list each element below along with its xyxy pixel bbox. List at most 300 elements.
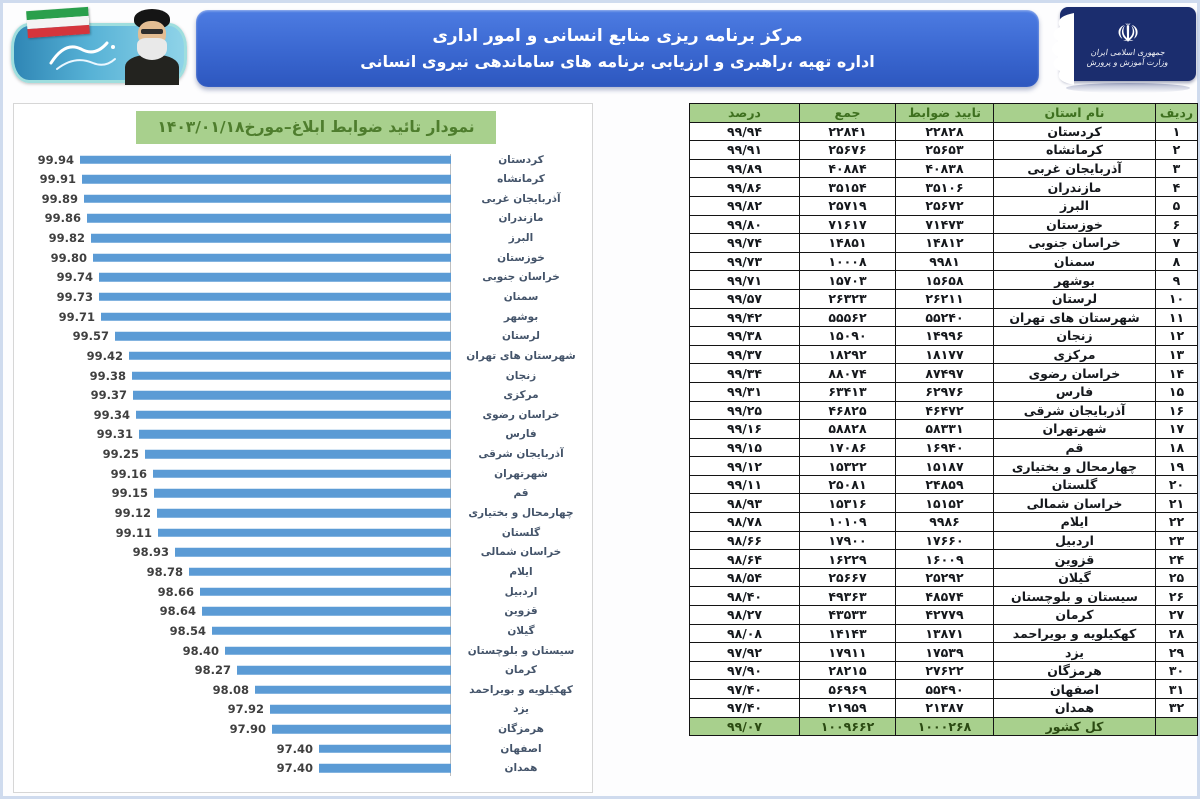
bar-category-label: گلستان — [501, 526, 541, 539]
chart-row — [22, 209, 584, 228]
bar — [133, 391, 451, 400]
cell-percent: ۹۷/۴۰ — [690, 680, 800, 699]
bar-value-label: 99.89 — [41, 191, 78, 206]
cell-province-name: سیستان و بلوچستان — [994, 587, 1156, 606]
cell-row-number: ۲۰ — [1156, 475, 1198, 494]
cell-row-number: ۶ — [1156, 215, 1198, 234]
cell-approved: ۹۹۸۶ — [896, 513, 994, 532]
cell-total: ۱۸۲۹۲ — [800, 345, 896, 364]
table-row — [690, 159, 1198, 178]
cell-row-number — [1156, 717, 1198, 736]
cell-row-number: ۲۲ — [1156, 513, 1198, 532]
col-header-row-number: ردیف — [1156, 104, 1198, 123]
cell-province-name: کردستان — [994, 122, 1156, 141]
cell-province-name: مرکزی — [994, 345, 1156, 364]
bar-value-label: 98.93 — [132, 545, 169, 560]
bar — [139, 430, 451, 439]
bar — [99, 273, 451, 282]
cell-percent: ۹۸/۲۷ — [690, 606, 800, 625]
cell-total: ۲۱۹۵۹ — [800, 699, 896, 718]
cell-province-name: قم — [994, 438, 1156, 457]
table-row — [690, 364, 1198, 383]
cell-percent: ۹۸/۰۸ — [690, 624, 800, 643]
bar — [154, 489, 451, 498]
bar-category-label: چهارمحال و بختیاری — [468, 507, 574, 520]
bar-category-label: سیستان و بلوچستان — [467, 644, 575, 657]
cell-percent: ۹۹/۱۵ — [690, 438, 800, 457]
bar-category-label: آذربایجان شرقی — [478, 448, 564, 461]
cell-percent: ۹۹/۲۵ — [690, 401, 800, 420]
cell-approved: ۴۲۷۷۹ — [896, 606, 994, 625]
cell-approved: ۱۸۱۷۷ — [896, 345, 994, 364]
cell-province-name: شهرتهران — [994, 420, 1156, 439]
bar-category-label: گیلان — [507, 624, 535, 637]
cell-province-name: چهارمحال و بختیاری — [994, 457, 1156, 476]
cell-percent: ۹۸/۵۴ — [690, 568, 800, 587]
bar-value-label: 98.64 — [159, 604, 196, 619]
cell-province-name: همدان — [994, 699, 1156, 718]
cell-approved: ۱۵۱۵۲ — [896, 494, 994, 513]
table-row — [690, 624, 1198, 643]
bar — [319, 744, 451, 753]
table-row — [690, 345, 1198, 364]
chart-row — [22, 189, 584, 208]
cell-province-name: کرمان — [994, 606, 1156, 625]
bar — [153, 470, 451, 479]
bar-category-label: سمنان — [503, 290, 539, 303]
table-row — [690, 178, 1198, 197]
col-header-total: جمع — [800, 104, 896, 123]
cell-province-name: لرستان — [994, 289, 1156, 308]
chart-row — [22, 661, 584, 680]
cell-province-name: کل کشور — [994, 717, 1156, 736]
cell-total: ۱۴۱۴۳ — [800, 624, 896, 643]
cell-province-name: فارس — [994, 382, 1156, 401]
table-body — [690, 122, 1198, 736]
bar — [225, 646, 451, 655]
bar — [157, 509, 451, 518]
table-row — [690, 141, 1198, 160]
chart-plot — [22, 150, 584, 778]
bar-value-label: 99.37 — [90, 388, 127, 403]
cell-approved: ۴۸۵۷۴ — [896, 587, 994, 606]
bar-value-label: 99.15 — [111, 486, 148, 501]
cell-percent: ۹۹/۳۷ — [690, 345, 800, 364]
table-row — [690, 420, 1198, 439]
table-row — [690, 680, 1198, 699]
chart-row — [22, 543, 584, 562]
table-row — [690, 252, 1198, 271]
bar-category-label: لرستان — [502, 330, 540, 343]
bar — [115, 332, 451, 341]
chart-row — [22, 602, 584, 621]
chart-row — [22, 150, 584, 169]
bar-value-label: 98.40 — [182, 643, 219, 658]
cell-approved: ۱۰۰۰۲۶۸ — [896, 717, 994, 736]
leader-portrait — [123, 7, 181, 85]
bar — [200, 587, 451, 596]
chart-row — [22, 248, 584, 267]
table-row — [690, 196, 1198, 215]
cell-approved: ۹۹۸۱ — [896, 252, 994, 271]
ministry-logo-line1: جمهوری اسلامی ایران — [1090, 48, 1166, 57]
cell-total: ۱۷۰۸۶ — [800, 438, 896, 457]
cell-percent: ۹۷/۹۰ — [690, 661, 800, 680]
ministry-logo-line2: وزارت آموزش و پرورش — [1086, 58, 1170, 67]
cell-total: ۶۳۴۱۳ — [800, 382, 896, 401]
cell-approved: ۲۶۲۱۱ — [896, 289, 994, 308]
cell-total: ۵۸۸۲۸ — [800, 420, 896, 439]
table-row — [690, 494, 1198, 513]
cell-total: ۲۵۷۱۹ — [800, 196, 896, 215]
cell-percent: ۹۹/۰۷ — [690, 717, 800, 736]
bar-category-label: البرز — [508, 232, 534, 245]
cell-total: ۳۵۱۵۴ — [800, 178, 896, 197]
bar-category-label: یزد — [513, 703, 529, 716]
cell-approved: ۱۷۶۶۰ — [896, 531, 994, 550]
table-row — [690, 643, 1198, 662]
bar — [158, 528, 451, 537]
cell-approved: ۸۷۴۹۷ — [896, 364, 994, 383]
cell-approved: ۲۵۲۹۲ — [896, 568, 994, 587]
chart-row — [22, 464, 584, 483]
logo-reflection — [1066, 83, 1190, 93]
cell-approved: ۲۴۸۵۹ — [896, 475, 994, 494]
cell-approved: ۱۶۰۰۹ — [896, 550, 994, 569]
cell-row-number: ۲۸ — [1156, 624, 1198, 643]
cell-province-name: گیلان — [994, 568, 1156, 587]
cell-total: ۲۶۳۲۳ — [800, 289, 896, 308]
table-row — [690, 122, 1198, 141]
cell-row-number: ۳۱ — [1156, 680, 1198, 699]
cell-total: ۱۰۰۹۶۶۲ — [800, 717, 896, 736]
table-row — [690, 234, 1198, 253]
cell-approved: ۵۸۳۳۱ — [896, 420, 994, 439]
cell-row-number: ۲۱ — [1156, 494, 1198, 513]
chart-row — [22, 366, 584, 385]
table-total-row — [690, 717, 1198, 736]
chart-row — [22, 229, 584, 248]
cell-percent: ۹۸/۴۰ — [690, 587, 800, 606]
table-row — [690, 550, 1198, 569]
bar-category-label: همدان — [504, 762, 538, 775]
cell-row-number: ۲۳ — [1156, 531, 1198, 550]
calligraphy-artwork — [45, 33, 125, 75]
bar-value-label: 97.40 — [276, 741, 313, 756]
bar-category-label: کرمان — [504, 664, 538, 677]
bar — [189, 568, 451, 577]
iran-emblem-icon: ☫ — [1116, 19, 1140, 49]
cell-total: ۱۶۲۲۹ — [800, 550, 896, 569]
cell-row-number: ۱۴ — [1156, 364, 1198, 383]
cell-province-name: اردبیل — [994, 531, 1156, 550]
table-header-row — [690, 104, 1198, 123]
table-row — [690, 401, 1198, 420]
cell-total: ۱۷۹۱۱ — [800, 643, 896, 662]
cell-total: ۴۳۵۳۳ — [800, 606, 896, 625]
cell-row-number: ۱۳ — [1156, 345, 1198, 364]
cell-row-number: ۱۷ — [1156, 420, 1198, 439]
bar-category-label: آذربایجان غربی — [481, 192, 561, 205]
cell-percent: ۹۹/۸۰ — [690, 215, 800, 234]
cell-percent: ۹۹/۸۶ — [690, 178, 800, 197]
cell-row-number: ۲۹ — [1156, 643, 1198, 662]
cell-percent: ۹۸/۶۴ — [690, 550, 800, 569]
table-row — [690, 568, 1198, 587]
chart-row — [22, 720, 584, 739]
bar-category-label: خراسان جنوبی — [482, 271, 560, 284]
bar-category-label: خراسان رضوی — [482, 408, 560, 421]
table-row — [690, 327, 1198, 346]
cell-row-number: ۷ — [1156, 234, 1198, 253]
cell-approved: ۱۴۹۹۶ — [896, 327, 994, 346]
cell-total: ۵۵۵۶۲ — [800, 308, 896, 327]
cell-row-number: ۱۹ — [1156, 457, 1198, 476]
bar — [270, 705, 451, 714]
bar-value-label: 97.92 — [227, 702, 264, 717]
cell-percent: ۹۹/۳۱ — [690, 382, 800, 401]
chart-row — [22, 641, 584, 660]
bar — [255, 686, 451, 695]
table-row — [690, 438, 1198, 457]
cell-total: ۵۶۹۶۹ — [800, 680, 896, 699]
cell-percent: ۹۹/۵۷ — [690, 289, 800, 308]
cell-percent: ۹۹/۷۳ — [690, 252, 800, 271]
cell-province-name: زنجان — [994, 327, 1156, 346]
table-row — [690, 308, 1198, 327]
bar-category-label: خوزستان — [497, 251, 545, 264]
bar-category-label: ایلام — [509, 565, 533, 578]
bar — [212, 627, 451, 636]
cell-percent: ۹۹/۷۴ — [690, 234, 800, 253]
province-table — [689, 103, 1198, 736]
cell-province-name: بوشهر — [994, 271, 1156, 290]
bar-value-label: 99.94 — [37, 152, 74, 167]
bar-value-label: 99.38 — [89, 368, 126, 383]
cell-row-number: ۱۸ — [1156, 438, 1198, 457]
bar-value-label: 99.31 — [96, 427, 133, 442]
cell-percent: ۹۹/۱۲ — [690, 457, 800, 476]
org-title-line2: اداره تهیه ،راهبری و ارزیابی برنامه های ساماندهی نیروی انسانی — [360, 52, 875, 71]
chart-row — [22, 484, 584, 503]
chart-row — [22, 562, 584, 581]
table-row — [690, 475, 1198, 494]
cell-approved: ۷۱۴۷۳ — [896, 215, 994, 234]
cell-province-name: شهرستان های تهران — [994, 308, 1156, 327]
cell-approved: ۵۵۲۴۰ — [896, 308, 994, 327]
cell-province-name: یزد — [994, 643, 1156, 662]
cell-row-number: ۱۵ — [1156, 382, 1198, 401]
cell-province-name: مازندران — [994, 178, 1156, 197]
bar-category-label: مرکزی — [503, 389, 539, 402]
chart-row — [22, 523, 584, 542]
cell-row-number: ۱۱ — [1156, 308, 1198, 327]
cell-approved: ۱۵۶۵۸ — [896, 271, 994, 290]
cell-total: ۴۶۸۲۵ — [800, 401, 896, 420]
bar-category-label: بوشهر — [503, 310, 539, 323]
chart-row — [22, 759, 584, 778]
chart-row — [22, 425, 584, 444]
cell-province-name: خوزستان — [994, 215, 1156, 234]
cell-row-number: ۹ — [1156, 271, 1198, 290]
cell-total: ۲۵۶۶۷ — [800, 568, 896, 587]
chart-row — [22, 680, 584, 699]
province-table-wrap — [689, 103, 1197, 736]
cell-row-number: ۲۴ — [1156, 550, 1198, 569]
org-title-line1: مرکز برنامه ریزی منابع انسانی و امور اداری — [432, 26, 803, 46]
cell-province-name: آذربایجان شرقی — [994, 401, 1156, 420]
bar — [101, 312, 451, 321]
table-row — [690, 661, 1198, 680]
cell-approved: ۲۱۳۸۷ — [896, 699, 994, 718]
bar-value-label: 99.57 — [72, 329, 109, 344]
cell-row-number: ۳ — [1156, 159, 1198, 178]
cell-province-name: آذربایجان غربی — [994, 159, 1156, 178]
cell-percent: ۹۹/۳۴ — [690, 364, 800, 383]
bar — [132, 371, 451, 380]
bar-value-label: 98.54 — [169, 623, 206, 638]
cell-approved: ۱۳۸۷۱ — [896, 624, 994, 643]
cell-percent: ۹۸/۹۳ — [690, 494, 800, 513]
chart-panel — [13, 103, 593, 793]
bar-category-label: اصفهان — [500, 742, 542, 755]
table-row — [690, 271, 1198, 290]
cell-approved: ۴۶۴۷۲ — [896, 401, 994, 420]
bar-value-label: 99.42 — [86, 348, 123, 363]
cell-province-name: خراسان جنوبی — [994, 234, 1156, 253]
cell-approved: ۲۷۶۲۲ — [896, 661, 994, 680]
cell-province-name: سمنان — [994, 252, 1156, 271]
cell-percent: ۹۹/۸۹ — [690, 159, 800, 178]
cell-total: ۲۸۲۱۵ — [800, 661, 896, 680]
chart-title: نمودار تائید ضوابط ابلاغ–مورخ۱۴۰۳/۰۱/۱۸ — [136, 111, 496, 144]
cell-total: ۱۵۳۲۲ — [800, 457, 896, 476]
cell-percent: ۹۹/۳۸ — [690, 327, 800, 346]
bar-category-label: زنجان — [505, 369, 537, 382]
bar-value-label: 99.12 — [114, 506, 151, 521]
festival-emblem — [11, 7, 191, 89]
cell-row-number: ۱۲ — [1156, 327, 1198, 346]
cell-row-number: ۱۶ — [1156, 401, 1198, 420]
bar — [319, 764, 451, 773]
bar-value-label: 98.66 — [157, 584, 194, 599]
cell-province-name: ایلام — [994, 513, 1156, 532]
chart-row — [22, 386, 584, 405]
cell-approved: ۲۵۶۷۲ — [896, 196, 994, 215]
col-header-percent: درصد — [690, 104, 800, 123]
cell-total: ۱۷۹۰۰ — [800, 531, 896, 550]
cell-total: ۱۵۰۹۰ — [800, 327, 896, 346]
bar-category-label: فارس — [505, 428, 537, 441]
col-header-province-name: نام استان — [994, 104, 1156, 123]
ministry-logo — [1046, 7, 1196, 95]
cell-total: ۱۰۰۰۸ — [800, 252, 896, 271]
bar-category-label: کردستان — [498, 153, 544, 166]
cell-province-name: کهکیلویه و بویراحمد — [994, 624, 1156, 643]
bar-value-label: 97.40 — [276, 761, 313, 776]
cell-row-number: ۲۷ — [1156, 606, 1198, 625]
bar-value-label: 99.82 — [48, 231, 85, 246]
table-row — [690, 457, 1198, 476]
chart-row — [22, 621, 584, 640]
cell-total: ۲۵۰۸۱ — [800, 475, 896, 494]
chart-row — [22, 445, 584, 464]
chart-row — [22, 405, 584, 424]
chart-row — [22, 307, 584, 326]
cell-percent: ۹۹/۸۲ — [690, 196, 800, 215]
cell-approved: ۳۵۱۰۶ — [896, 178, 994, 197]
bar-category-label: شهرستان های تهران — [466, 349, 576, 362]
cell-approved: ۱۶۹۴۰ — [896, 438, 994, 457]
bar-value-label: 99.34 — [93, 407, 130, 422]
bar-category-label: اردبیل — [504, 585, 538, 598]
cell-percent: ۹۸/۶۶ — [690, 531, 800, 550]
bar-value-label: 99.86 — [44, 211, 81, 226]
bar-value-label: 99.91 — [39, 172, 76, 187]
cell-approved: ۵۵۴۹۰ — [896, 680, 994, 699]
bar-value-label: 99.25 — [102, 447, 139, 462]
bar-value-label: 99.11 — [115, 525, 152, 540]
chart-row — [22, 346, 584, 365]
bar-category-label: کهکیلویه و بویراحمد — [469, 683, 573, 696]
cell-province-name: هرمزگان — [994, 661, 1156, 680]
table-row — [690, 606, 1198, 625]
cell-percent: ۹۹/۹۴ — [690, 122, 800, 141]
cell-total: ۱۴۸۵۱ — [800, 234, 896, 253]
bar-value-label: 99.80 — [50, 250, 87, 265]
table-row — [690, 289, 1198, 308]
cell-percent: ۹۹/۴۲ — [690, 308, 800, 327]
bar-value-label: 99.16 — [110, 466, 147, 481]
cell-total: ۱۵۷۰۳ — [800, 271, 896, 290]
cell-total: ۱۰۱۰۹ — [800, 513, 896, 532]
cell-row-number: ۲ — [1156, 141, 1198, 160]
table-row — [690, 513, 1198, 532]
table-row — [690, 382, 1198, 401]
bar — [237, 666, 451, 675]
cell-total: ۴۹۳۶۳ — [800, 587, 896, 606]
cell-total: ۴۰۸۸۴ — [800, 159, 896, 178]
cell-percent: ۹۸/۷۸ — [690, 513, 800, 532]
cell-approved: ۱۴۸۱۲ — [896, 234, 994, 253]
bar — [272, 725, 451, 734]
bar-category-label: شهرتهران — [494, 467, 548, 480]
bar — [84, 195, 451, 204]
bar — [202, 607, 451, 616]
bar-category-label: مازندران — [498, 212, 544, 225]
bar-value-label: 99.71 — [58, 309, 95, 324]
bar — [82, 175, 451, 184]
cell-row-number: ۸ — [1156, 252, 1198, 271]
cell-row-number: ۳۲ — [1156, 699, 1198, 718]
bar-category-label: قم — [513, 487, 529, 500]
cell-row-number: ۵ — [1156, 196, 1198, 215]
table-row — [690, 699, 1198, 718]
table-row — [690, 531, 1198, 550]
bar — [91, 234, 451, 243]
bar-category-label: خراسان شمالی — [480, 546, 562, 559]
bar — [145, 450, 451, 459]
cell-total: ۱۵۳۱۶ — [800, 494, 896, 513]
bar-value-label: 98.27 — [194, 663, 231, 678]
cell-approved: ۲۵۶۵۳ — [896, 141, 994, 160]
cell-approved: ۶۲۹۷۶ — [896, 382, 994, 401]
chart-row — [22, 268, 584, 287]
cell-approved: ۲۲۸۲۸ — [896, 122, 994, 141]
bar-value-label: 98.78 — [146, 564, 183, 579]
bar-value-label: 99.74 — [56, 270, 93, 285]
chart-row — [22, 582, 584, 601]
